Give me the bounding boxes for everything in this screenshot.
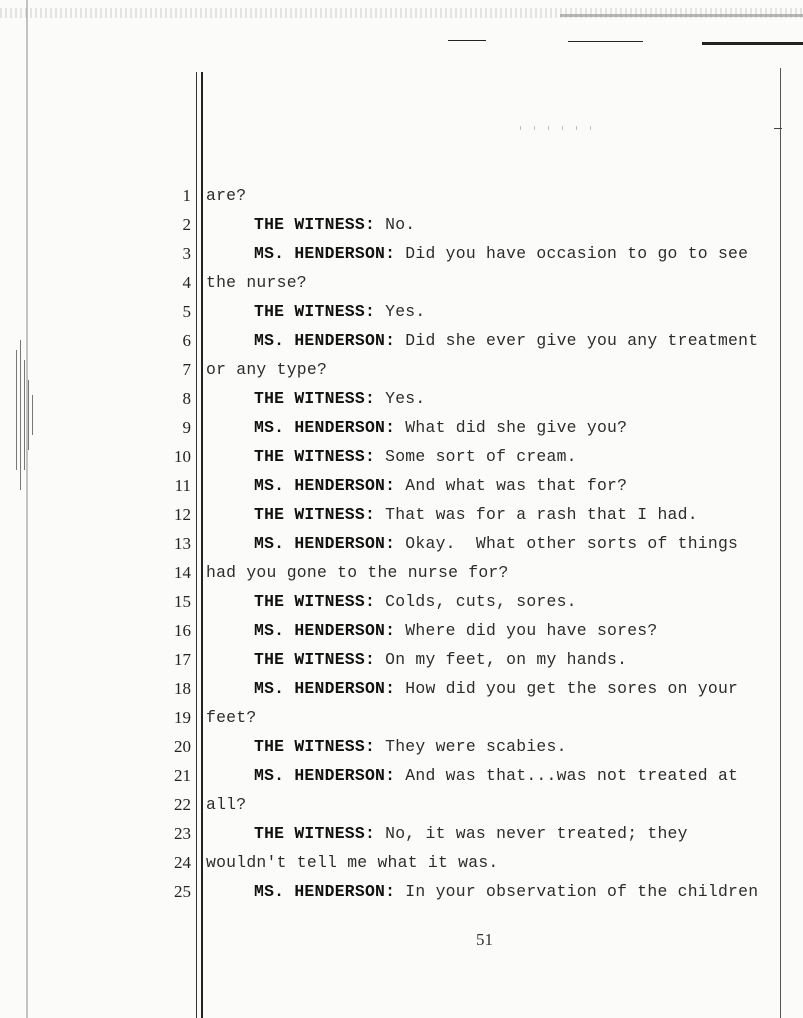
scan-dots bbox=[520, 126, 600, 130]
line-number: 23 bbox=[174, 824, 191, 843]
speaker-label: MS. HENDERSON: bbox=[254, 882, 396, 901]
line-text bbox=[254, 592, 778, 611]
line-content: That was for a rash that I had. bbox=[375, 505, 698, 524]
line-text bbox=[254, 621, 778, 640]
line-content: had you gone to the nurse for? bbox=[206, 563, 509, 582]
line-text bbox=[254, 418, 778, 437]
speaker-label: MS. HENDERSON: bbox=[254, 244, 396, 263]
transcript-line bbox=[0, 589, 803, 618]
line-content: or any type? bbox=[206, 360, 328, 379]
speaker-label: MS. HENDERSON: bbox=[254, 331, 396, 350]
speaker-label: MS. HENDERSON: bbox=[254, 679, 396, 698]
speaker-label: THE WITNESS: bbox=[254, 447, 376, 466]
line-text bbox=[206, 853, 778, 872]
line-text bbox=[254, 505, 778, 524]
line-content: Colds, cuts, sores. bbox=[375, 592, 577, 611]
transcript-line bbox=[0, 531, 803, 560]
line-text bbox=[254, 534, 778, 553]
line-text bbox=[254, 389, 778, 408]
line-number: 9 bbox=[182, 418, 191, 437]
line-text bbox=[254, 766, 778, 785]
line-text bbox=[206, 563, 778, 582]
speaker-label: MS. HENDERSON: bbox=[254, 476, 396, 495]
line-content: And was that...was not treated at bbox=[395, 766, 739, 785]
speaker-label: MS. HENDERSON: bbox=[254, 534, 396, 553]
transcript-line bbox=[0, 241, 803, 270]
line-number: 10 bbox=[174, 447, 191, 466]
line-content: all? bbox=[206, 795, 247, 814]
transcript-line bbox=[0, 357, 803, 386]
line-content: feet? bbox=[206, 708, 257, 727]
scan-artifact-top-dark bbox=[560, 14, 803, 17]
transcript-line bbox=[0, 560, 803, 589]
line-text bbox=[254, 331, 778, 350]
transcript-line bbox=[0, 183, 803, 212]
line-text bbox=[206, 186, 778, 205]
line-number: 15 bbox=[174, 592, 191, 611]
line-number: 7 bbox=[182, 360, 191, 379]
line-content: Did she ever give you any treatment bbox=[395, 331, 759, 350]
scan-line bbox=[702, 42, 803, 45]
line-content: Some sort of cream. bbox=[375, 447, 577, 466]
line-number: 12 bbox=[174, 505, 191, 524]
line-content: Okay. What other sorts of things bbox=[395, 534, 739, 553]
line-text bbox=[206, 360, 778, 379]
line-text bbox=[254, 882, 778, 901]
line-text bbox=[254, 476, 778, 495]
line-content: the nurse? bbox=[206, 273, 307, 292]
line-content: On my feet, on my hands. bbox=[375, 650, 628, 669]
speaker-label: THE WITNESS: bbox=[254, 592, 376, 611]
transcript-line bbox=[0, 734, 803, 763]
line-content: In your observation of the children bbox=[395, 882, 759, 901]
line-text bbox=[254, 244, 778, 263]
line-content: Yes. bbox=[375, 302, 426, 321]
line-number: 5 bbox=[182, 302, 191, 321]
line-content: Yes. bbox=[375, 389, 426, 408]
speaker-label: THE WITNESS: bbox=[254, 824, 376, 843]
line-text bbox=[254, 737, 778, 756]
line-text bbox=[206, 795, 778, 814]
transcript-line bbox=[0, 212, 803, 241]
line-text bbox=[254, 824, 778, 843]
line-number: 20 bbox=[174, 737, 191, 756]
line-text bbox=[206, 708, 778, 727]
speaker-label: MS. HENDERSON: bbox=[254, 766, 396, 785]
line-content: are? bbox=[206, 186, 247, 205]
speaker-label: THE WITNESS: bbox=[254, 215, 376, 234]
transcript-line bbox=[0, 328, 803, 357]
line-text bbox=[254, 650, 778, 669]
line-number: 2 bbox=[182, 215, 191, 234]
line-number: 4 bbox=[182, 273, 191, 292]
transcript-line bbox=[0, 763, 803, 792]
page-number: 51 bbox=[476, 930, 493, 949]
line-text bbox=[254, 447, 778, 466]
transcript-line bbox=[0, 415, 803, 444]
transcript-line bbox=[0, 879, 803, 908]
line-content: How did you get the sores on your bbox=[395, 679, 739, 698]
speaker-label: THE WITNESS: bbox=[254, 650, 376, 669]
transcript-line bbox=[0, 850, 803, 879]
scan-line bbox=[448, 40, 486, 41]
line-number: 21 bbox=[174, 766, 191, 785]
line-number: 16 bbox=[174, 621, 191, 640]
transcript-line bbox=[0, 270, 803, 299]
transcript-line bbox=[0, 299, 803, 328]
transcript-line bbox=[0, 676, 803, 705]
speaker-label: MS. HENDERSON: bbox=[254, 621, 396, 640]
line-text bbox=[206, 273, 778, 292]
speaker-label: THE WITNESS: bbox=[254, 302, 376, 321]
line-number: 19 bbox=[174, 708, 191, 727]
line-number: 25 bbox=[174, 882, 191, 901]
transcript-line bbox=[0, 386, 803, 415]
speaker-label: MS. HENDERSON: bbox=[254, 418, 396, 437]
line-content: No. bbox=[375, 215, 416, 234]
line-number: 3 bbox=[182, 244, 191, 263]
transcript-line bbox=[0, 705, 803, 734]
line-number: 11 bbox=[174, 476, 191, 495]
transcript-line bbox=[0, 792, 803, 821]
line-text bbox=[254, 215, 778, 234]
line-number: 14 bbox=[174, 563, 191, 582]
line-content: Did you have occasion to go to see bbox=[395, 244, 749, 263]
line-number: 24 bbox=[174, 853, 191, 872]
line-text bbox=[254, 679, 778, 698]
line-content: What did she give you? bbox=[395, 418, 628, 437]
line-number: 17 bbox=[174, 650, 191, 669]
line-number: 22 bbox=[174, 795, 191, 814]
line-content: They were scabies. bbox=[375, 737, 567, 756]
line-content: And what was that for? bbox=[395, 476, 628, 495]
line-content: No, it was never treated; they bbox=[375, 824, 688, 843]
line-number: 13 bbox=[174, 534, 191, 553]
transcript-line bbox=[0, 473, 803, 502]
speaker-label: THE WITNESS: bbox=[254, 389, 376, 408]
transcript-line bbox=[0, 821, 803, 850]
line-text bbox=[254, 302, 778, 321]
line-number: 6 bbox=[182, 331, 191, 350]
line-content: wouldn't tell me what it was. bbox=[206, 853, 499, 872]
line-number: 1 bbox=[182, 186, 191, 205]
line-number: 18 bbox=[174, 679, 191, 698]
transcript-line bbox=[0, 502, 803, 531]
line-content: Where did you have sores? bbox=[395, 621, 658, 640]
transcript-line bbox=[0, 618, 803, 647]
line-number: 8 bbox=[182, 389, 191, 408]
speaker-label: THE WITNESS: bbox=[254, 505, 376, 524]
transcript-line bbox=[0, 444, 803, 473]
transcript-line bbox=[0, 647, 803, 676]
scan-line bbox=[568, 41, 643, 42]
speaker-label: THE WITNESS: bbox=[254, 737, 376, 756]
right-margin-tick bbox=[774, 128, 782, 129]
